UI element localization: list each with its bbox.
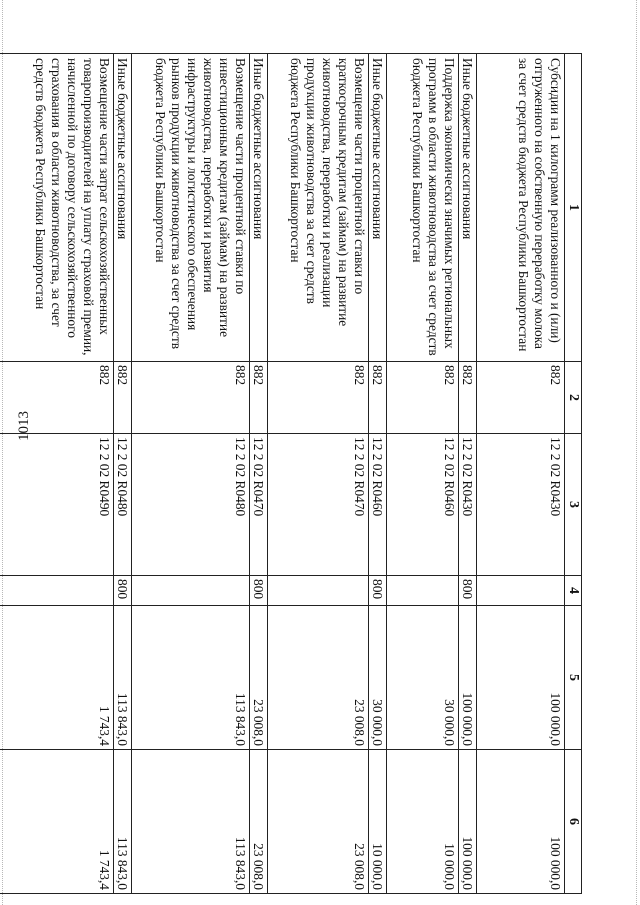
cell-name: Возмещение части процентной ставки по краткосрочным кредитам (займам) на развитие животноводства, переработки и реализации продукции животноводства за счет средств бюджета Республики Башкортостан	[268, 54, 369, 362]
header-col-1: 1	[565, 54, 582, 362]
table-row	[459, 54, 477, 894]
cell-col6: 10 000,0	[369, 750, 387, 894]
cell-col5: 100 000,0	[459, 606, 477, 750]
table-row	[132, 54, 250, 894]
cell-col5: 113 843,0	[114, 606, 132, 750]
table-row	[387, 54, 459, 894]
cell-col2: 882	[387, 362, 459, 434]
cell-name: Возмещение части затрат сельскохозяйственных товаропроизводителей на уплату страховой премии, начисленной по договору сельскохозяйственного страхования в области животноводства, за счет средств бюджета Республики Башкортостан	[0, 54, 114, 362]
cell-col2: 882	[250, 362, 268, 434]
table-row	[477, 54, 565, 894]
cell-col6: 23 008,0	[250, 750, 268, 894]
cell-col5: 23 008,0	[250, 606, 268, 750]
cell-col4: 800	[459, 576, 477, 606]
cell-col3: 12 2 02 R0430	[477, 434, 565, 576]
cell-col5: 30 000,0	[369, 606, 387, 750]
cell-col5: 1 743,4	[0, 606, 114, 750]
cell-name: Иные бюджетные ассигнования	[459, 54, 477, 362]
budget-table	[0, 53, 582, 894]
cell-col4: 800	[250, 576, 268, 606]
cell-col2: 882	[114, 362, 132, 434]
header-col-4: 4	[565, 576, 582, 606]
cell-col2: 882	[477, 362, 565, 434]
cell-col6: 1 743,4	[0, 750, 114, 894]
cell-col3: 12 2 02 R0460	[369, 434, 387, 576]
cell-col6: 100 000,0	[459, 750, 477, 894]
cell-col3: 12 2 02 R0480	[132, 434, 250, 576]
cell-col4	[132, 576, 250, 606]
cell-col6: 113 843,0	[114, 750, 132, 894]
cell-col3: 12 2 02 R0460	[387, 434, 459, 576]
cell-name: Возмещение части процентной ставки по инвестиционным кредитам (займам) на развитие животноводства, переработки и развития инфраструктуры и логистического обеспечения рынков продукции животноводства за счет средств бюджета Республики Башкортостан	[132, 54, 250, 362]
header-col-3: 3	[565, 434, 582, 576]
table-header-row	[565, 54, 582, 894]
cell-col2: 882	[369, 362, 387, 434]
cell-col2: 882	[132, 362, 250, 434]
cell-col3: 12 2 02 R0430	[459, 434, 477, 576]
cell-name: Субсидии на 1 килограмм реализованного и (или) отгруженного на собственную переработку молока за счет средств бюджета Республики Башкортостан	[477, 54, 565, 362]
table-row	[250, 54, 268, 894]
cell-col3: 12 2 02 R0470	[250, 434, 268, 576]
scan-edge-right	[636, 0, 638, 905]
cell-col3: 12 2 02 R0490	[0, 434, 114, 576]
header-col-6: 6	[565, 750, 582, 894]
cell-col6: 113 843,0	[132, 750, 250, 894]
cell-name: Иные бюджетные ассигнования	[250, 54, 268, 362]
cell-col4	[387, 576, 459, 606]
table-row	[114, 54, 132, 894]
cell-col6: 23 008,0	[268, 750, 369, 894]
cell-col2: 882	[0, 362, 114, 434]
cell-col4: 800	[114, 576, 132, 606]
cell-name: Поддержка экономически значимых региональных программ в области животноводства за счет средств бюджета Республики Башкортостан	[387, 54, 459, 362]
cell-col3: 12 2 02 R0480	[114, 434, 132, 576]
cell-col5: 23 008,0	[268, 606, 369, 750]
cell-col4	[268, 576, 369, 606]
cell-col5: 30 000,0	[387, 606, 459, 750]
cell-name: Иные бюджетные ассигнования	[369, 54, 387, 362]
table-row	[369, 54, 387, 894]
header-col-2: 2	[565, 362, 582, 434]
budget-table-rotated	[33, 53, 582, 893]
header-col-5: 5	[565, 606, 582, 750]
cell-col4	[477, 576, 565, 606]
cell-col6: 10 000,0	[387, 750, 459, 894]
table-row	[268, 54, 369, 894]
cell-name: Иные бюджетные ассигнования	[114, 54, 132, 362]
cell-col4	[0, 576, 114, 606]
cell-col5: 100 000,0	[477, 606, 565, 750]
cell-col2: 882	[268, 362, 369, 434]
table-row	[0, 54, 114, 894]
cell-col5: 113 843,0	[132, 606, 250, 750]
cell-col4: 800	[369, 576, 387, 606]
page-number: 1013	[16, 411, 32, 441]
cell-col2: 882	[459, 362, 477, 434]
cell-col3: 12 2 02 R0470	[268, 434, 369, 576]
cell-col6: 100 000,0	[477, 750, 565, 894]
